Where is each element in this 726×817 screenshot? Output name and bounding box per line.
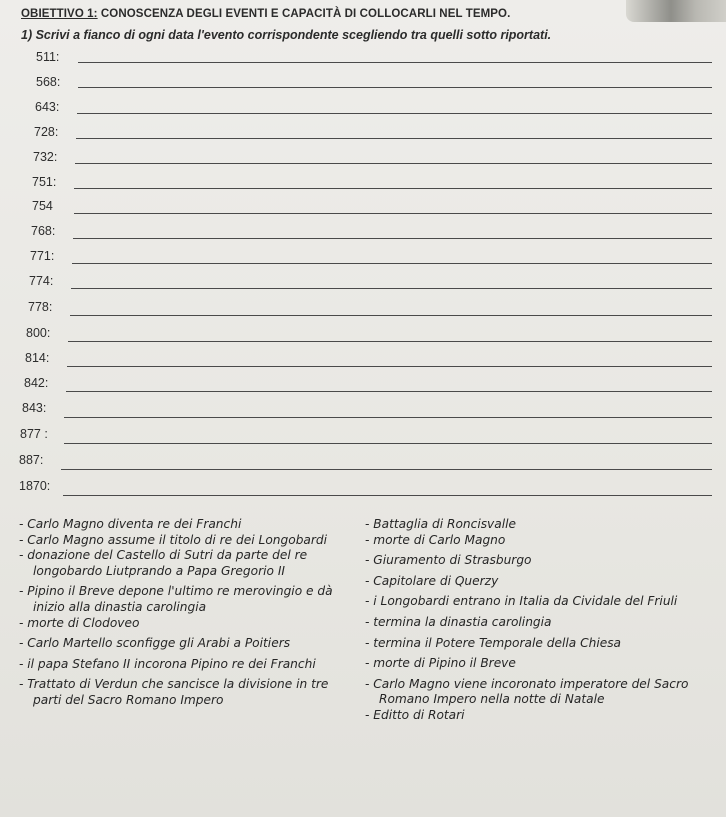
- date-label: 887:: [19, 453, 44, 467]
- answer-line[interactable]: [74, 188, 712, 189]
- event-item: - Trattato di Verdun che sancisce la divisione in tre: [19, 677, 329, 692]
- answer-line[interactable]: [76, 138, 712, 139]
- event-item: - Pipino il Breve depone l'ultimo re merovingio e dà: [19, 584, 333, 599]
- date-label: 643:: [35, 100, 60, 114]
- date-label: 842:: [24, 376, 49, 390]
- date-label: 732:: [33, 150, 58, 164]
- answer-line[interactable]: [71, 288, 712, 289]
- objective-title: CONOSCENZA DEGLI EVENTI E CAPACITÀ DI COLLOCARLI NEL TEMPO.: [97, 8, 511, 20]
- date-row: [0, 50, 726, 72]
- date-label: 778:: [28, 300, 53, 314]
- answer-line[interactable]: [63, 495, 712, 496]
- answer-line[interactable]: [61, 469, 712, 470]
- date-row: [0, 376, 726, 398]
- date-label: 768:: [31, 224, 56, 238]
- date-label: 728:: [34, 125, 59, 139]
- answer-line[interactable]: [64, 443, 712, 444]
- objective-heading: [21, 8, 510, 20]
- event-item: - Editto di Rotari: [365, 707, 465, 722]
- answer-line[interactable]: [78, 87, 712, 88]
- corner-decoration-image: [626, 0, 726, 22]
- date-row: [0, 274, 726, 296]
- event-item: - Carlo Magno viene incoronato imperatore del Sacro: [365, 676, 689, 691]
- event-item: - termina la dinastia carolingia: [365, 614, 552, 629]
- date-row: [0, 479, 726, 501]
- answer-line[interactable]: [66, 391, 712, 392]
- event-item: - il papa Stefano II incorona Pipino re dei Franchi: [19, 656, 316, 671]
- answer-line[interactable]: [77, 113, 712, 114]
- date-row: [0, 249, 726, 271]
- date-row: [0, 125, 726, 147]
- date-row: [0, 199, 726, 221]
- event-item: - Battaglia di Roncisvalle: [365, 517, 517, 531]
- event-item-continuation: longobardo Liutprando a Papa Gregorio II: [33, 563, 286, 578]
- answer-line[interactable]: [73, 238, 712, 239]
- date-label: 754: [32, 199, 53, 213]
- date-row: [0, 401, 726, 423]
- date-label: 751:: [32, 175, 57, 189]
- date-label: 774:: [29, 274, 54, 288]
- event-item: - Carlo Martello sconfigge gli Arabi a Poitiers: [19, 636, 291, 651]
- date-label: 877 :: [20, 427, 48, 441]
- date-row: [0, 427, 726, 449]
- date-row: [0, 175, 726, 197]
- date-row: [0, 351, 726, 373]
- answer-line[interactable]: [67, 366, 712, 367]
- answer-line[interactable]: [70, 315, 712, 316]
- event-item-continuation: inizio alla dinastia carolingia: [33, 599, 207, 614]
- date-label: 1870:: [19, 479, 51, 493]
- date-label: 771:: [30, 249, 55, 263]
- date-row: [0, 100, 726, 122]
- event-item: - Capitolare di Querzy: [365, 573, 499, 588]
- event-item: - morte di Carlo Magno: [365, 532, 506, 547]
- date-label: 800:: [26, 326, 51, 340]
- event-item: - Carlo Magno diventa re dei Franchi: [19, 517, 242, 531]
- date-row: [0, 300, 726, 322]
- answer-line[interactable]: [72, 263, 712, 264]
- date-label: 511:: [36, 50, 60, 64]
- events-list-right: [365, 517, 725, 724]
- events-list-left: [19, 517, 339, 709]
- event-item-continuation: parti del Sacro Romano Impero: [33, 692, 224, 707]
- date-row: [0, 224, 726, 246]
- event-item: - i Longobardi entrano in Italia da Cividale del Friuli: [365, 594, 678, 609]
- date-row: [0, 75, 726, 97]
- date-row: [0, 326, 726, 348]
- event-item: - morte di Clodoveo: [19, 615, 140, 630]
- answer-line[interactable]: [64, 417, 712, 418]
- event-item: - morte di Pipino il Breve: [365, 656, 516, 671]
- date-label: 568:: [36, 75, 61, 89]
- date-label: 843:: [22, 401, 47, 415]
- event-item: - Giuramento di Strasburgo: [365, 553, 532, 568]
- answer-line[interactable]: [78, 62, 712, 63]
- event-item: - Carlo Magno assume il titolo di re dei Longobardi: [19, 532, 328, 547]
- answer-line[interactable]: [74, 213, 712, 214]
- objective-lead: OBIETTIVO 1:: [21, 8, 98, 20]
- answer-line[interactable]: [75, 163, 712, 164]
- event-item: - donazione del Castello di Sutri da parte del re: [19, 548, 308, 563]
- date-row: [0, 150, 726, 172]
- question-instruction: 1) Scrivi a fianco di ogni data l'evento corrispondente scegliendo tra quelli sotto riportati.: [21, 28, 552, 42]
- event-item-continuation: Romano Impero nella notte di Natale: [379, 692, 605, 707]
- date-row: [0, 453, 726, 475]
- answer-line[interactable]: [68, 341, 712, 342]
- event-item: - termina il Potere Temporale della Chiesa: [365, 635, 622, 650]
- date-label: 814:: [25, 351, 50, 365]
